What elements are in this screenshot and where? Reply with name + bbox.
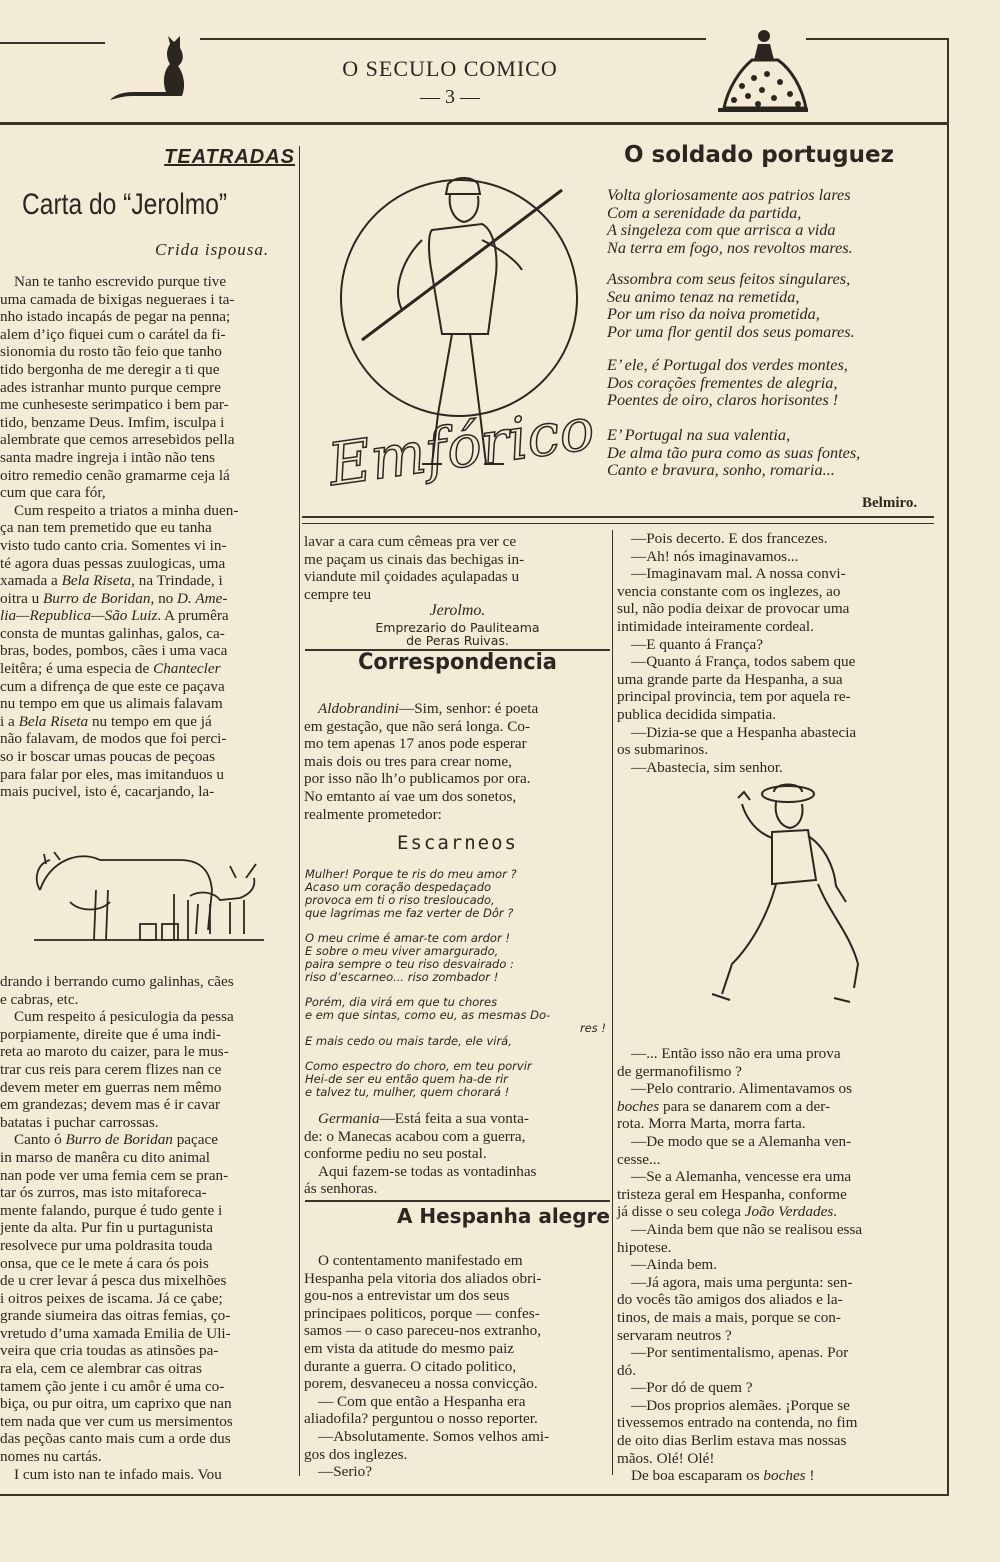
column-divider-2 (612, 530, 613, 1475)
article-title-hespanha: A Hespanha alegre (396, 1204, 610, 1228)
hespanha-dialogue-2: —... Então isso não era uma prova de germanofilismo ? —Pelo contrario. Alimentavamos os boches para se danarem com a der- rota. Morra Marta, morra farta. —De modo que se a Alemanha ven- cesse... —Se a Alemanha, vencesse era uma tristeza geral em Hespanha, conforme já disse o seu colega João Verdades. —Ainda bem que não se realisou essa hipotese. —Ainda bem. —Já agora, mais uma pergunta: sen- do vocês tão amigos dos aliados e la- tinos, de mais a mais, porque se con- servaram neutros ? —Por sentimentalismo, apenas. Por dó. —Por dó de quem ? —Dos proprios alemães. ¡Porque se tivessemos entrado na contenda, no fim de oito dias Berlim estava mas nossas mãos. Olé! Olé! De boa escaparam os boches ! (617, 1045, 863, 1485)
header-rule-mid (200, 38, 706, 40)
letter-signature-title-2: de Peras Ruivas. (406, 633, 509, 648)
hesp-top-rule (305, 1200, 610, 1202)
page-bottom-rule (0, 1494, 948, 1496)
correspondencia-text: Aldobrandini—Sim, senhor: é poeta em gestação, que não será longa. Co- mo tem apenas 17 anos pode esperar mais dois ou tres para crear nome, por isso não lh’o publicamos por ora. No emtanto aí vae um dos sonetos, realmente prometedor: (304, 700, 539, 823)
letter-signature-title-1: Emprezario do Pauliteama (375, 620, 540, 635)
farm-animals-illustration (30, 820, 270, 950)
flamenco-dancer-icon (712, 26, 812, 116)
soldier-illustration (302, 150, 602, 510)
carta-continuation: lavar a cara cum cêmeas pra ver ce me paçam us cinais das bechigas in- viandute mil çoidades açulapadas u cempre teu (304, 533, 525, 603)
sonnet-title: Escarneos (397, 832, 518, 854)
soldado-bottom-rule (302, 516, 934, 518)
page-number: — 3 — (420, 86, 480, 108)
poem-title-soldado: O soldado portuguez (624, 142, 894, 168)
letter-signature: Jerolmo. (429, 602, 486, 619)
teatradas-text-top: Nan te tanho escrevido purque tive uma camada de bixigas negueraes i ta- nho istado incapás de pegar na penna; alem d’iço fiquei cum o carátel da fi- sionomia du rosto tão feio que tanho tido bergonha de me deregir a ti que ades istranhar munto purque cempre me cunheseste serimpatico i bem par- tido, benzame Deus. Imfim, isculpa i alembrate que cemos arresebidos pella santa madre ingreja i intão não tens oitro remedio cenão gramarme ceja lá cum que cara fór, Cum respeito a triatos a minha duen- ça nan tem premetido que eu tanha visto tudo canto cria. Somentes vi in- té agora duas pessas zuulogicas, uma xamada a Bela Riseta, na Trindade, i oitra u Burro de Boridan, no D. Ame- lia—Republica—São Luiz. A prumêra consta de muntas galinhas, galos, ca- bras, bodes, pombos, cães i uma vaca leitêra; é uma especia de Chantecler cum a difrença de que este ce paçava nu tempo em que us alimais falavam i a Bela Riseta nu tempo em que já não falavam, de modos que foi perci- so ir boscar umas poucas de peçoas para falar por eles, mas imitanduos u mais pucivel, isto é, cacarjando, la- (0, 273, 239, 801)
article-title-carta: Carta do “Jerolmo” (22, 188, 228, 221)
illustration-caption: Emfórico (324, 394, 599, 499)
poem-stanza-2: Assombra com seus feitos singulares, Seu animo tenaz na remetida, Por um riso da noiva prometida, Por uma flor gentil dos seus pomares. (607, 269, 855, 341)
soldado-bottom-rule-2 (302, 523, 934, 524)
poem-stanza-3: E’ ele, é Portugal dos verdes montes, Dos corações frementes de alegria, Poentes de oiro, claros horisontes ! (607, 355, 848, 410)
poem-stanza-1: Volta gloriosamente aos patrios lares Com a serenidade da partida, A singeleza com que arrisca a vida Na terra em fogo, nos revoltos mares. (607, 185, 853, 257)
masthead-bottom-rule (0, 122, 948, 125)
sonnet-stanza-2: O meu crime é amar-te com ardor ! E sobre o meu viver amargurado, paira sempre o teu riso desvairado : riso d’escarneo... riso zombador ! (305, 931, 514, 984)
header-rule-left (0, 42, 105, 44)
letter-salutation: Crida ispousa. (155, 240, 270, 259)
poem-author: Belmiro. (862, 495, 918, 511)
teatradas-text-bottom: drando i berrando cumo galinhas, cães e cabras, etc. Cum respeito á pesiculogia da pessa porpiamente, direite que é uma indi- reta ao maroto du caizer, para le mus- trar cus reis para cerem flizes nan ce devem meter em guerras nem mêmo em grandezas; devem mas é ir cavar batatas i puchar carrossas. Canto ó Burro de Boridan paçace in marso de manêra cu dito animal nan pode ver uma femia cem se pran- tar ós zurros, mas isto mitaforeca- mente falando, purque é tudo gente i jente da alta. Pur fin u purtagunista resolvece pur uma poldrasita touda onsa, que ce le mete á cara ós pois de u crer levar á pesca dus mixelhões i oitros peixes de iscama. Já ce çabe; grande siumeira das oitras femias, ço- vretudo d’uma xamada Emilia de Uli- veira que cria toudas as atinsões pa- ra ela, cem ce alembrar cas oitras tamem ção jente i cu amôr é uma co- biça, ou pur oitra, um caprixo que nan tem nada que ver cum us mersimentos das peçõas canto mais cum a orde dus nomes nu cartás. I cum isto nan te infado mais. Vou (0, 973, 234, 1483)
sonnet-stanza-1: Mulher! Porque te ris do meu amor ? Acaso um coração despedaçado provoca em ti o riso tresloucado, que lagrimas me faz verter de Dôr ? (305, 867, 517, 920)
hespanha-dialogue-1: —Pois decerto. E dos francezes. —Ah! nós imaginavamos... —Imaginavam mal. A nossa convi- vencia constante com os inglezes, ao sul, não podia deixar de provocar uma intimidade inteiramente cordeal. —E quanto á França? —Quanto á França, todos sabem que uma grande parte da Hespanha, a sua principal provincia, tem por aquela re- publica decidida simpatia. —Dizia-se que a Hespanha abastecia os submarinos. —Abastecia, sim senhor. (617, 530, 857, 776)
page-frame-right (947, 38, 949, 1496)
section-heading-teatradas: TEATRADAS (164, 146, 295, 168)
hespanha-text: O contentamento manifestado em Hespanha pela vitoria dos aliados obri- gou-nos a entrevistar um dos seus principaes politicos, porque — confes- samos — o caso pareceu-nos extranho, em vista da atitude do mesmo paiz durante a guerra. O citado politico, porem, desvaneceu a nossa convicção. — Com que então a Hespanha era aliadofila? perguntou o nosso reporter. —Absolutamente. Somos velhos ami- gos dos inglezes. —Serio? (304, 1252, 550, 1481)
sonnet-stanza-3: Porém, dia virá em que tu chores e em que sintas, como eu, as mesmas Do- res ! E mais cedo ou mais tarde, ele virá, (305, 995, 606, 1048)
poem-stanza-4: E’ Portugal na sua valentia, De alma tão pura como as suas fontes, Canto e bravura, sonho, romaria... (607, 425, 861, 480)
column-divider-1 (299, 146, 300, 1476)
header-rule-right (806, 38, 948, 40)
cat-icon (108, 32, 198, 102)
sonnet-stanza-4: Como espectro do choro, em teu porvir Hei-de ser eu então quem ha-de rir e talvez tu, mulher, quem chorará ! (305, 1059, 532, 1099)
spanish-man-illustration (688, 780, 868, 1040)
section-heading-correspondencia: Correspondencia (358, 650, 557, 675)
correspondencia-text-2: Germania—Está feita a sua vonta- de: o Manecas acabou com a guerra, conforme pediu no seu postal. Aqui fazem-se todas as vontadinhas ás senhoras. (304, 1110, 537, 1198)
masthead-title: O SECULO COMICO (342, 56, 558, 81)
